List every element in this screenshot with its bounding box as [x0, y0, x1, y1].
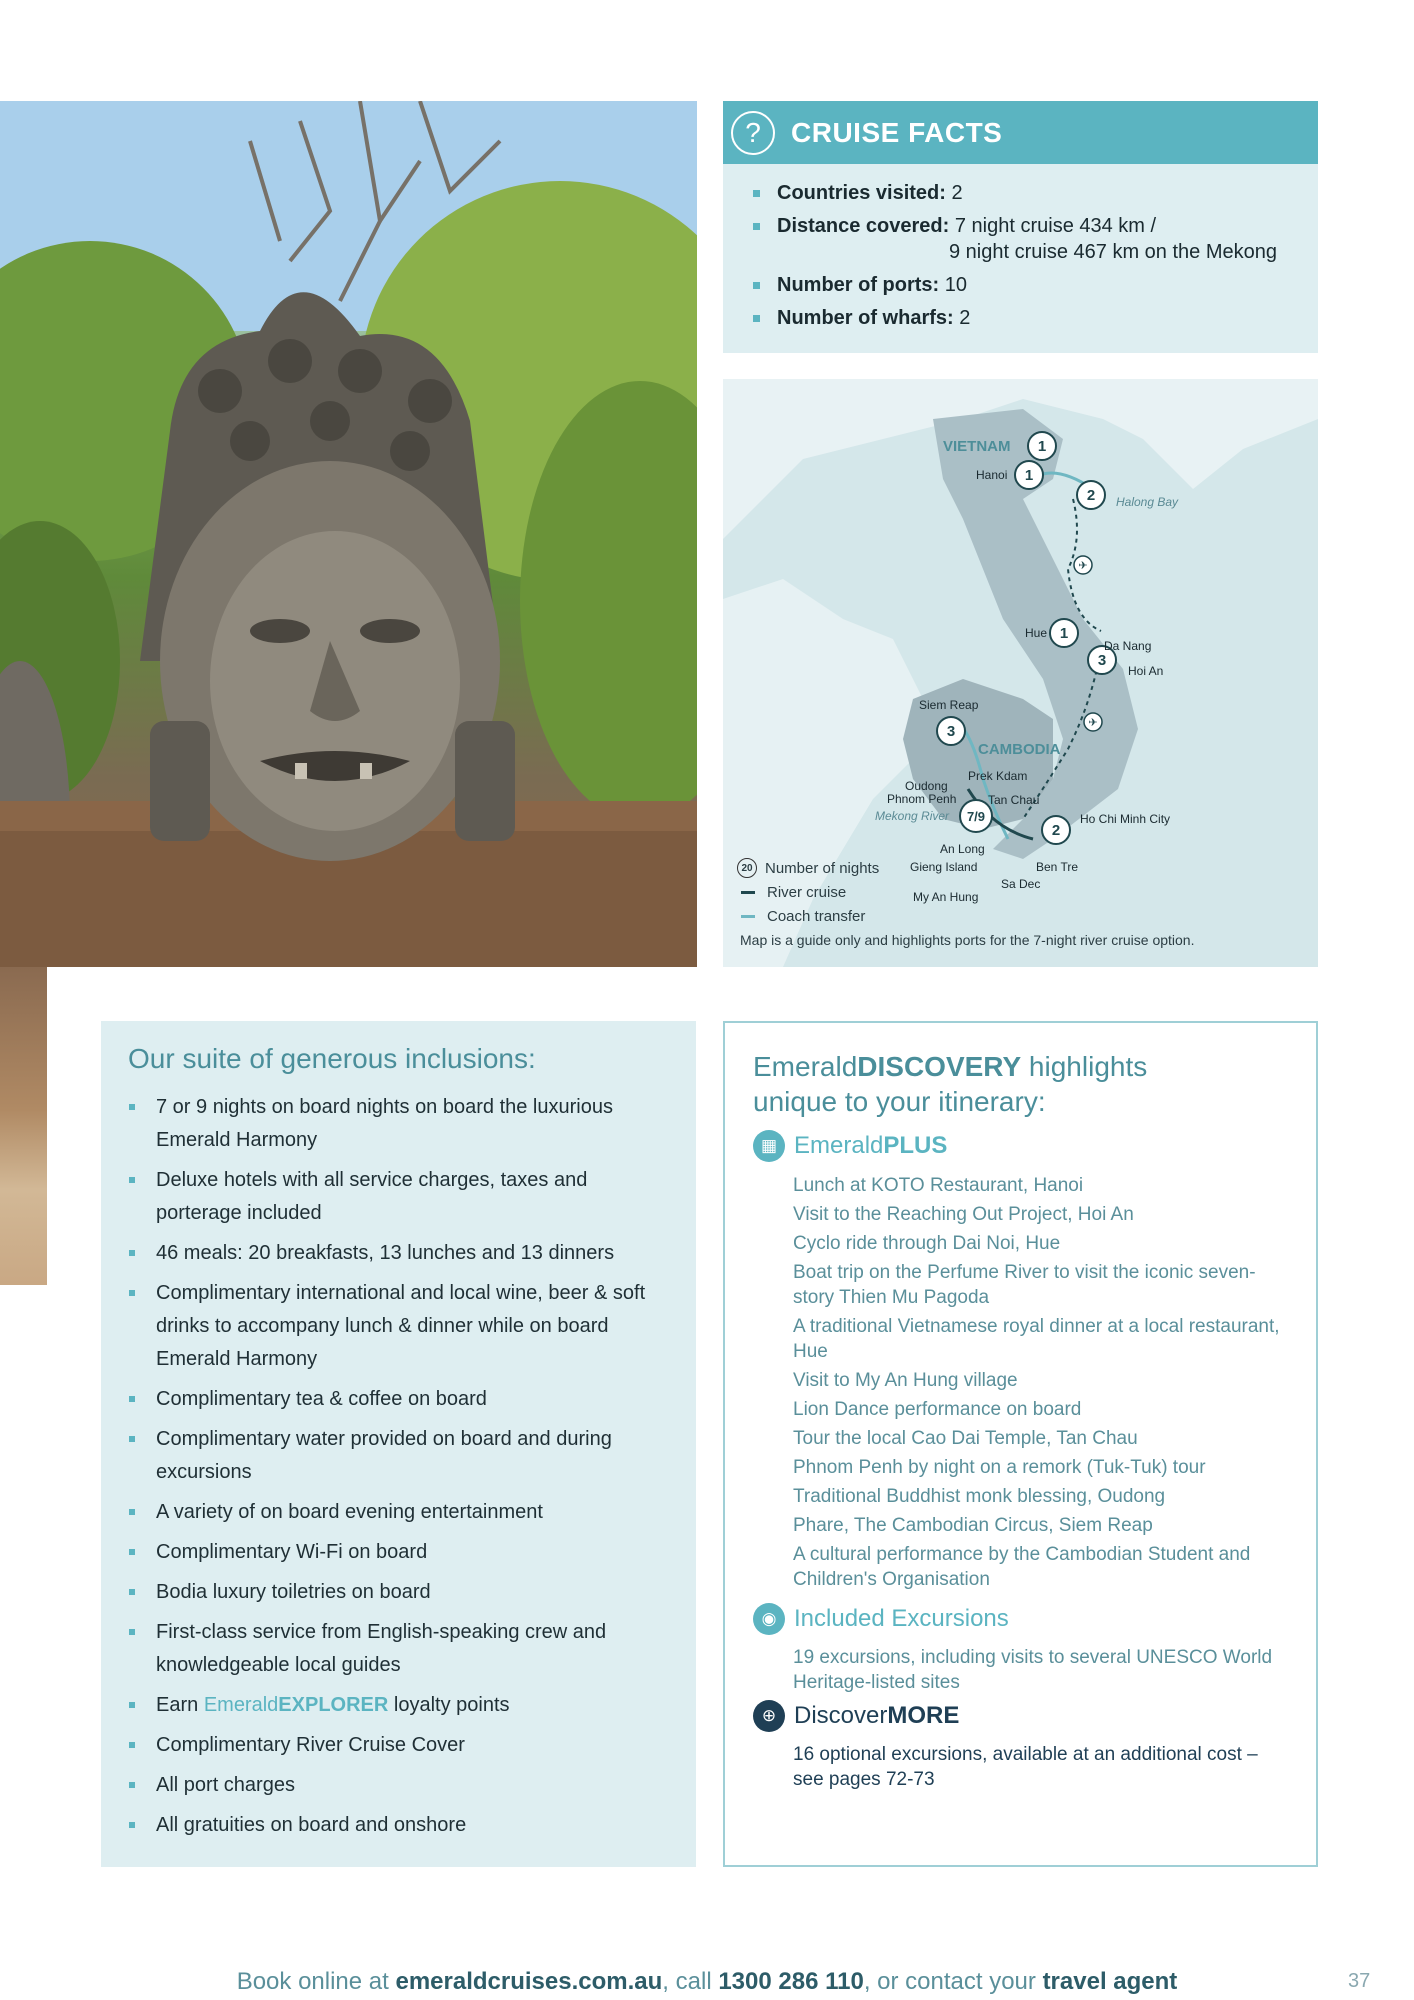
list-item: Deluxe hotels with all service charges, taxes and porterage included: [129, 1164, 669, 1230]
svg-text:7/9: 7/9: [966, 809, 986, 824]
list-item-explorer: Earn EmeraldEXPLORER loyalty points: [129, 1689, 669, 1722]
list-item: Boat trip on the Perfume River to visit the iconic seven-story Thien Mu Pagoda: [793, 1262, 1256, 1308]
emerald-plus-list: [793, 1173, 1293, 1596]
svg-text:1: 1: [1037, 438, 1047, 455]
svg-text:2: 2: [1051, 822, 1061, 839]
svg-text:Prek Kdam: Prek Kdam: [968, 769, 1028, 783]
fact-distance: Distance covered: 7 night cruise 434 km / 9 night cruise 467 km on the Mekong: [753, 213, 1318, 265]
discover-more-heading: ⊕ Discover MORE: [753, 1700, 959, 1732]
list-item: Complimentary Wi-Fi on board: [129, 1536, 669, 1569]
list-item: Traditional Buddhist monk blessing, Oudong: [793, 1486, 1166, 1507]
discovery-panel: [723, 1021, 1318, 1867]
list-item: Complimentary water provided on board and during excursions: [129, 1423, 669, 1489]
building-icon: ▦: [753, 1130, 785, 1162]
list-item: Complimentary River Cruise Cover: [129, 1729, 669, 1762]
list-item: All port charges: [129, 1769, 669, 1802]
fact-wharfs: Number of wharfs: 2: [753, 305, 1318, 331]
magnifier-plus-icon: ⊕: [753, 1700, 785, 1732]
svg-text:Sa Dec: Sa Dec: [1001, 877, 1041, 891]
phone-number: 1300 286 110: [718, 1968, 864, 1995]
svg-text:An Long: An Long: [940, 842, 985, 856]
fact-countries: Countries visited: 2: [753, 180, 1318, 206]
list-item: Cyclo ride through Dai Noi, Hue: [793, 1233, 1061, 1254]
list-item: Complimentary tea & coffee on board: [129, 1383, 669, 1416]
fact-ports: Number of ports: 10: [753, 272, 1318, 298]
list-item: First-class service from English-speaking crew and knowledgeable local guides: [129, 1616, 669, 1682]
svg-text:Gieng Island: Gieng Island: [910, 860, 978, 874]
footer-booking-line: Book online at emeraldcruises.com.au, call 1300 286 110, or contact your travel agent: [236, 1968, 1178, 1995]
cruise-facts-header: [723, 101, 1318, 164]
svg-text:Hue: Hue: [1025, 626, 1048, 640]
svg-text:1: 1: [1024, 467, 1034, 484]
svg-text:1: 1: [1059, 625, 1069, 642]
list-item: Tour the local Cao Dai Temple, Tan Chau: [793, 1428, 1138, 1449]
list-item: Lion Dance performance on board: [793, 1399, 1082, 1420]
included-excursions-heading: ◉ Included Excursions: [753, 1603, 1009, 1635]
inclusions-title: Our suite of generous inclusions:: [128, 1043, 536, 1074]
svg-text:Phnom Penh: Phnom Penh: [887, 792, 957, 806]
map-note: Map is a guide only and highlights ports for the 7-night river cruise option.: [740, 932, 1195, 948]
svg-text:Oudong: Oudong: [905, 779, 948, 793]
svg-text:VIETNAM: VIETNAM: [943, 438, 1011, 455]
svg-text:Da Nang: Da Nang: [1104, 639, 1152, 653]
svg-text:Hanoi: Hanoi: [976, 468, 1008, 482]
legend-coach: Coach transfer: [737, 904, 879, 928]
emerald-plus-heading: ▦ Emerald PLUS: [753, 1130, 947, 1162]
svg-text:✈: ✈: [1078, 560, 1088, 572]
cruise-facts-title: CRUISE FACTS: [791, 116, 1003, 148]
cruise-facts-panel: [723, 101, 1318, 353]
nights-circle-icon: 20: [737, 858, 757, 878]
inclusions-panel: [101, 1021, 696, 1867]
legend-nights: 20 Number of nights: [737, 856, 879, 880]
svg-text:Siem Reap: Siem Reap: [919, 698, 979, 712]
list-item: Bodia luxury toiletries on board: [129, 1576, 669, 1609]
list-item: Complimentary international and local wine, beer & soft drinks to accompany lunch & dinner while on board Emerald Harmony: [129, 1277, 669, 1376]
page-number: 37: [1348, 1970, 1371, 1992]
list-item: A cultural performance by the Cambodian Student and Children's Organisation: [793, 1544, 1251, 1590]
svg-text:My An Hung: My An Hung: [913, 890, 979, 904]
svg-text:Tan Chau: Tan Chau: [988, 793, 1040, 807]
svg-text:2: 2: [1086, 487, 1096, 504]
map-legend: [737, 856, 879, 928]
list-item: Visit to My An Hung village: [793, 1370, 1018, 1391]
list-item: Phare, The Cambodian Circus, Siem Reap: [793, 1515, 1153, 1536]
list-item: A traditional Vietnamese royal dinner at a local restaurant, Hue: [793, 1316, 1280, 1362]
list-item: 46 meals: 20 breakfasts, 13 lunches and 13 dinners: [129, 1237, 669, 1270]
camera-icon: ◉: [753, 1603, 785, 1635]
svg-text:Hoi An: Hoi An: [1128, 664, 1164, 678]
route-map: [723, 379, 1318, 967]
statue-illustration: [0, 101, 697, 967]
discovery-title: EmeraldDISCOVERY highlights unique to your itinerary:: [753, 1051, 1148, 1117]
inclusions-list: [129, 1091, 669, 1849]
website-link[interactable]: emeraldcruises.com.au: [395, 1968, 663, 1995]
temple-statue-photo: [0, 101, 697, 967]
question-icon: ?: [731, 111, 775, 155]
legend-river: River cruise: [737, 880, 879, 904]
list-item: Phnom Penh by night on a remork (Tuk-Tuk) tour: [793, 1457, 1206, 1478]
svg-text:3: 3: [946, 723, 956, 740]
list-item: All gratuities on board and onshore: [129, 1809, 669, 1842]
photo-edge-strip: [0, 967, 47, 1285]
river-line-icon: [741, 891, 755, 894]
svg-text:Halong Bay: Halong Bay: [1116, 495, 1179, 509]
discover-more-text: 16 optional excursions, available at an additional cost – see pages 72-73: [793, 1744, 1258, 1790]
cruise-facts-list: [723, 180, 1318, 331]
list-item: Visit to the Reaching Out Project, Hoi An: [793, 1204, 1134, 1225]
svg-text:Ho Chi Minh City: Ho Chi Minh City: [1080, 812, 1171, 826]
list-item: A variety of on board evening entertainment: [129, 1496, 669, 1529]
svg-text:Ben Tre: Ben Tre: [1036, 860, 1079, 874]
list-item: Lunch at KOTO Restaurant, Hanoi: [793, 1175, 1084, 1196]
coach-line-icon: [741, 915, 755, 918]
list-item: 7 or 9 nights on board nights on board the luxurious Emerald Harmony: [129, 1091, 669, 1157]
svg-text:Mekong River: Mekong River: [875, 809, 950, 823]
svg-text:CAMBODIA: CAMBODIA: [978, 741, 1061, 758]
svg-text:✈: ✈: [1088, 717, 1098, 729]
included-excursions-text: 19 excursions, including visits to several UNESCO World Heritage-listed sites: [793, 1647, 1273, 1693]
svg-text:3: 3: [1097, 652, 1107, 669]
